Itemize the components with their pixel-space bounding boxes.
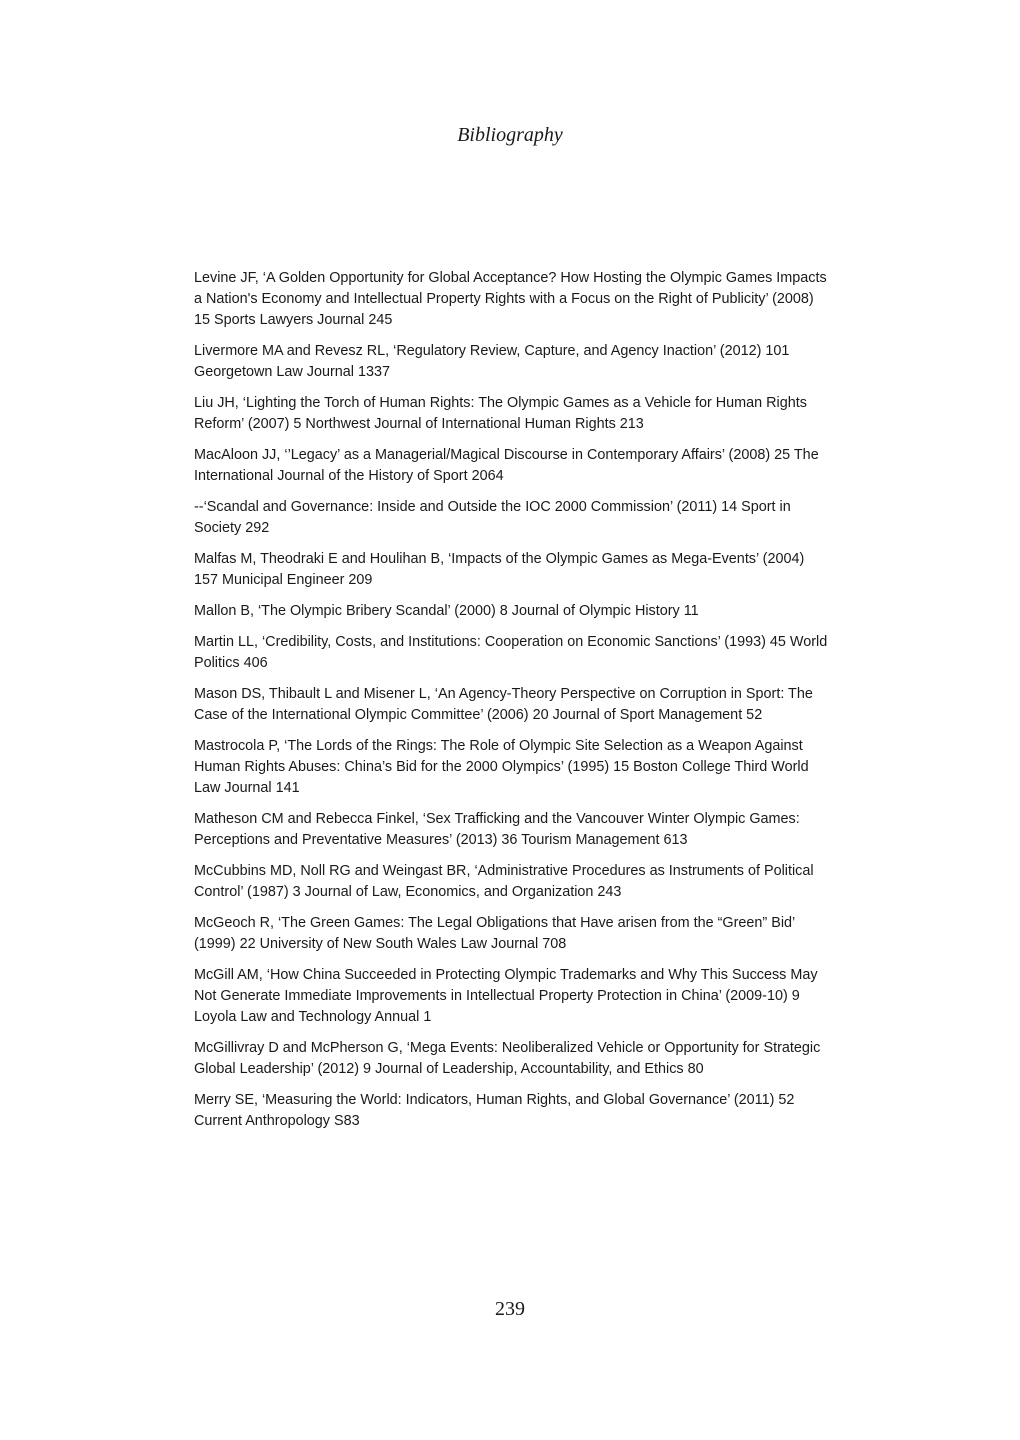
bibliography-entry: McGillivray D and McPherson G, ‘Mega Events: Neoliberalized Vehicle or Opportunity for Strategic Global Leadership’ (2012) 9 Journal of Leadership, Accountability, and Ethics 80: [194, 1040, 821, 1077]
running-head-title: Bibliography: [457, 124, 563, 146]
bibliography-entry: McCubbins MD, Noll RG and Weingast BR, ‘Administrative Procedures as Instruments of Political Control’ (1987) 3 Journal of Law, Economics, and Organization 243: [194, 863, 814, 900]
bibliography-entry: Levine JF, ‘A Golden Opportunity for Global Acceptance? How Hosting the Olympic Games Impacts a Nation's Economy and Intellectual Property Rights with a Focus on the Right of Publicity’ (2008) 15 Sports Lawyers Journal 245: [194, 270, 827, 328]
bibliography-entry: Mastrocola P, ‘The Lords of the Rings: The Role of Olympic Site Selection as a Weapon Against Human Rights Abuses: China’s Bid for the 2000 Olympics’ (1995) 15 Boston College Third World Law Journal 141: [194, 738, 809, 796]
bibliography-list: [194, 268, 830, 1142]
bibliography-entry: Malfas M, Theodraki E and Houlihan B, ‘Impacts of the Olympic Games as Mega-Events’ (2004) 157 Municipal Engineer 209: [194, 551, 805, 588]
bibliography-entry: --‘Scandal and Governance: Inside and Outside the IOC 2000 Commission’ (2011) 14 Sport in Society 292: [194, 499, 791, 536]
bibliography-entry: MacAloon JJ, ‘’Legacy’ as a Managerial/Magical Discourse in Contemporary Affairs’ (2008) 25 The International Journal of the History of Sport 2064: [194, 447, 819, 484]
bibliography-entry: Mallon B, ‘The Olympic Bribery Scandal’ (2000) 8 Journal of Olympic History 11: [194, 603, 699, 619]
bibliography-entry: McGill AM, ‘How China Succeeded in Protecting Olympic Trademarks and Why This Success May Not Generate Immediate Improvements in Intellectual Property Protection in China’ (2009-10) 9 Loyola Law and Technology Annual 1: [194, 967, 818, 1025]
bibliography-entry: McGeoch R, ‘The Green Games: The Legal Obligations that Have arisen from the “Green” Bid’ (1999) 22 University of New South Wales Law Journal 708: [194, 915, 795, 952]
bibliography-entry: Livermore MA and Revesz RL, ‘Regulatory Review, Capture, and Agency Inaction’ (2012) 101 Georgetown Law Journal 1337: [194, 343, 790, 380]
page-number: 239: [495, 1298, 525, 1320]
bibliography-entry: Mason DS, Thibault L and Misener L, ‘An Agency-Theory Perspective on Corruption in Sport: The Case of the International Olympic Committee’ (2006) 20 Journal of Sport Management 52: [194, 686, 813, 723]
bibliography-entry: Martin LL, ‘Credibility, Costs, and Institutions: Cooperation on Economic Sanctions’ (1993) 45 World Politics 406: [194, 634, 828, 671]
bibliography-entry: Merry SE, ‘Measuring the World: Indicators, Human Rights, and Global Governance’ (2011) 52 Current Anthropology S83: [194, 1092, 795, 1129]
bibliography-entry: Matheson CM and Rebecca Finkel, ‘Sex Trafficking and the Vancouver Winter Olympic Games: Perceptions and Preventative Measures’ (2013) 36 Tourism Management 613: [194, 811, 800, 848]
bibliography-entry: Liu JH, ‘Lighting the Torch of Human Rights: The Olympic Games as a Vehicle for Human Rights Reform’ (2007) 5 Northwest Journal of International Human Rights 213: [194, 395, 807, 432]
